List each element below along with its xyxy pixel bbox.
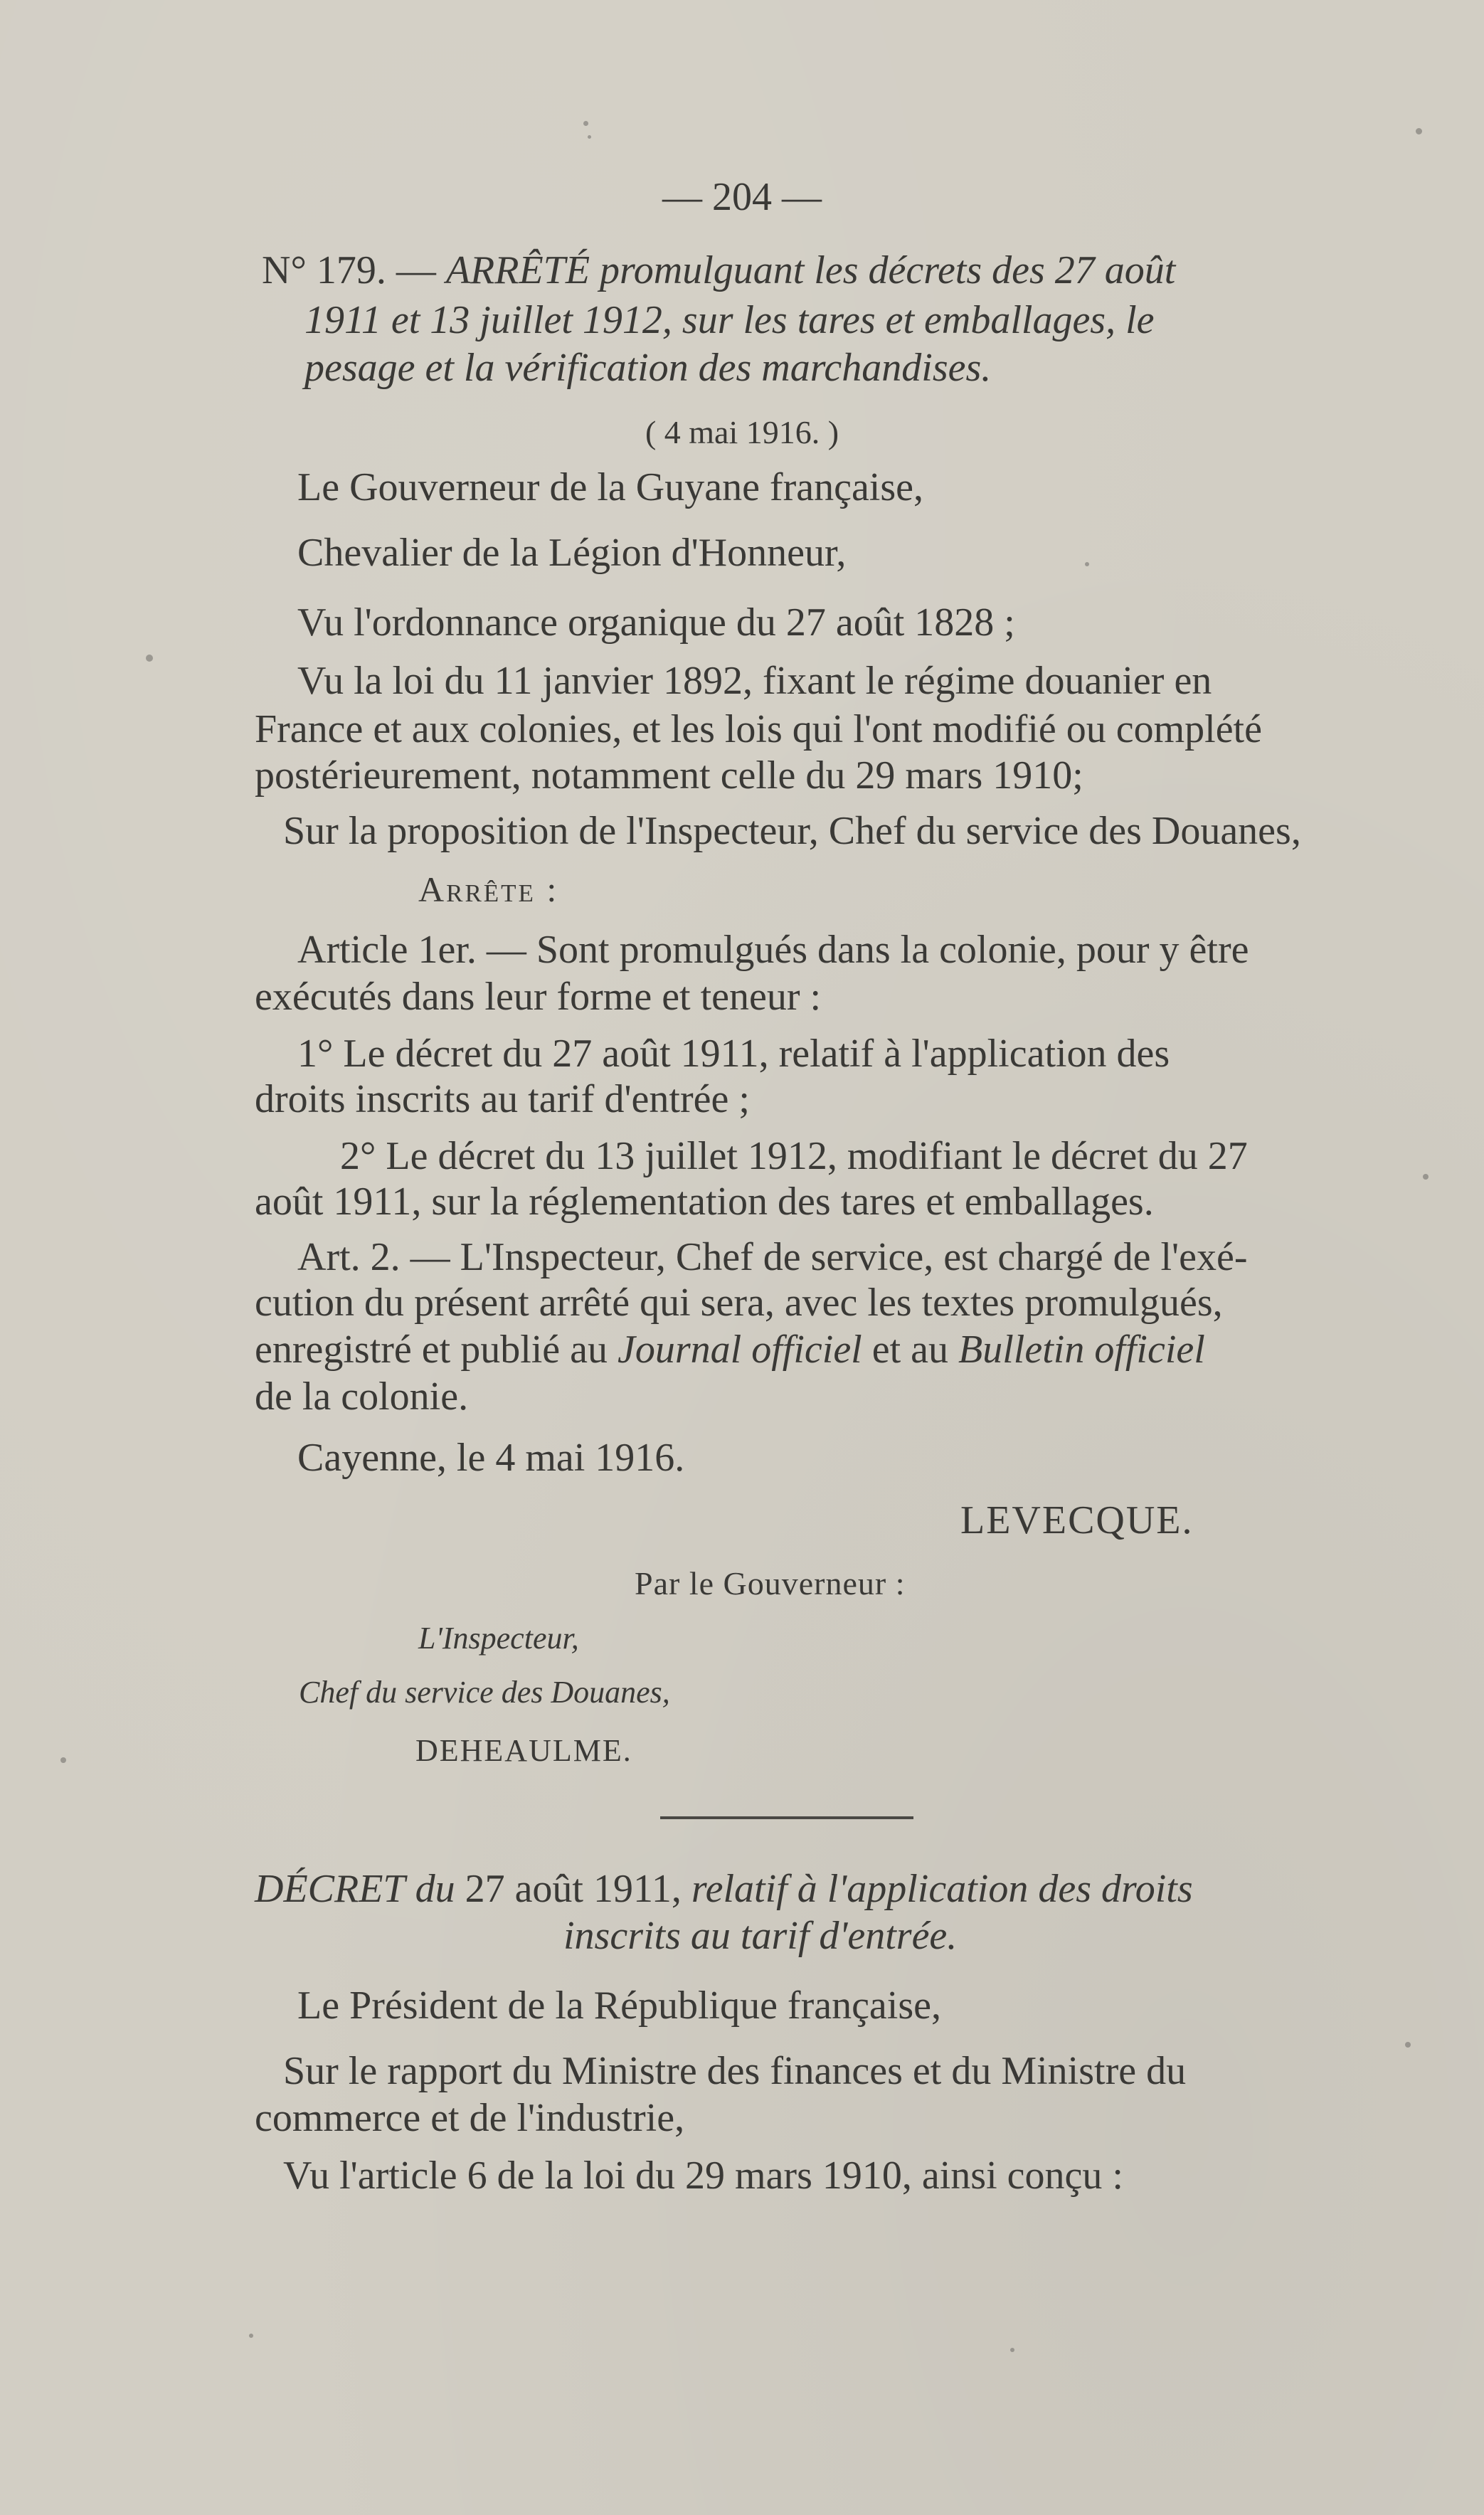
arrete-number: N° 179. xyxy=(262,248,386,292)
arrete-dash: — xyxy=(396,248,436,292)
arrete-title-word: ARRÊTÉ xyxy=(445,248,590,292)
bulletin-officiel-title: Bulletin officiel xyxy=(958,1328,1205,1372)
inspecteur-label: L'Inspecteur, xyxy=(418,1621,579,1656)
arrete-vu-loi-line-1: Vu la loi du 11 janvier 1892, fixant le régime douanier en xyxy=(297,659,1212,703)
paper-speck xyxy=(583,121,588,126)
place-date: Cayenne, le 4 mai 1916. xyxy=(297,1436,685,1480)
signatory-name: DEHEAULME. xyxy=(415,1733,632,1768)
arrete-heading: Arrête : xyxy=(418,869,559,909)
section-divider xyxy=(660,1816,913,1819)
article-1-line-2: exécutés dans leur forme et teneur : xyxy=(255,975,822,1019)
governor-signature: LEVECQUE. xyxy=(960,1498,1194,1542)
decret-title-du: du xyxy=(415,1867,455,1911)
arrete-date: ( 4 mai 1916. ) xyxy=(645,414,839,450)
article-2-and: et au xyxy=(871,1328,949,1372)
page-number: — 204 — xyxy=(662,175,822,219)
arrete-governor: Le Gouverneur de la Guyane française, xyxy=(297,465,924,509)
arrete-title-line-2: 1911 et 13 juillet 1912, sur les tares et emballages, le xyxy=(304,298,1155,342)
paper-speck xyxy=(1405,2042,1411,2048)
decret-vu-article: Vu l'article 6 de la loi du 29 mars 1910, ainsi conçu : xyxy=(283,2154,1123,2198)
decret-president: Le Président de la République française, xyxy=(297,1984,941,2028)
item-1-line-2: droits inscrits au tarif d'entrée ; xyxy=(255,1077,750,1121)
article-2-line-1: Art. 2. — L'Inspecteur, Chef de service, est chargé de l'exé- xyxy=(297,1235,1248,1279)
paper-speck xyxy=(60,1757,66,1763)
arrete-vu-loi-line-3: postérieurement, notamment celle du 29 mars 1910; xyxy=(255,753,1083,798)
arrete-title-line-1 xyxy=(262,245,1329,295)
item-1-line-1: 1° Le décret du 27 août 1911, relatif à l'application des xyxy=(297,1032,1170,1076)
article-2-publication-text: enregistré et publié au xyxy=(255,1328,608,1372)
arrete-chevalier: Chevalier de la Légion d'Honneur, xyxy=(297,531,847,575)
arrete-vu-loi-line-2: France et aux colonies, et les lois qui l'ont modifié ou complété xyxy=(255,707,1262,751)
paper-speck xyxy=(1423,1174,1429,1180)
paper-speck xyxy=(1085,562,1089,566)
paper-speck xyxy=(588,135,591,139)
article-2-line-4: de la colonie. xyxy=(255,1375,469,1419)
decret-title-rest: relatif à l'application des droits xyxy=(691,1867,1193,1911)
item-2-line-1: 2° Le décret du 13 juillet 1912, modifiant le décret du 27 xyxy=(340,1134,1248,1178)
article-2-line-3 xyxy=(255,1325,1205,1375)
arrete-vu-ordonnance: Vu l'ordonnance organique du 27 août 1828 ; xyxy=(297,600,1015,645)
par-le-gouverneur: Par le Gouverneur : xyxy=(635,1565,906,1601)
paper-speck xyxy=(249,2334,253,2338)
paper-speck xyxy=(1416,128,1422,134)
paper-speck xyxy=(1010,2348,1014,2352)
paper-speck xyxy=(146,655,153,662)
decret-rapport-line-2: commerce et de l'industrie, xyxy=(255,2096,685,2140)
arrete-proposition: Sur la proposition de l'Inspecteur, Chef du service des Douanes, xyxy=(283,809,1301,853)
decret-title-line-1 xyxy=(255,1864,1193,1914)
decret-rapport-line-1: Sur le rapport du Ministre des finances et du Ministre du xyxy=(283,2049,1187,2093)
journal-officiel-title: Journal officiel xyxy=(618,1328,862,1372)
item-2-line-2: août 1911, sur la réglementation des tares et emballages. xyxy=(255,1180,1154,1224)
arrete-title-rest: promulguant les décrets des 27 août xyxy=(600,248,1176,292)
decret-title-line-2: inscrits au tarif d'entrée. xyxy=(563,1914,958,1958)
decret-title-date: 27 août 1911, xyxy=(465,1867,682,1911)
arrete-title-line-3: pesage et la vérification des marchandises. xyxy=(304,346,992,390)
article-2-line-2: cution du présent arrêté qui sera, avec les textes promulgués, xyxy=(255,1281,1223,1325)
article-1-line-1: Article 1er. — Sont promulgués dans la colonie, pour y être xyxy=(297,928,1249,972)
decret-title-word: DÉCRET xyxy=(255,1867,406,1911)
chef-service-label: Chef du service des Douanes, xyxy=(299,1675,670,1710)
